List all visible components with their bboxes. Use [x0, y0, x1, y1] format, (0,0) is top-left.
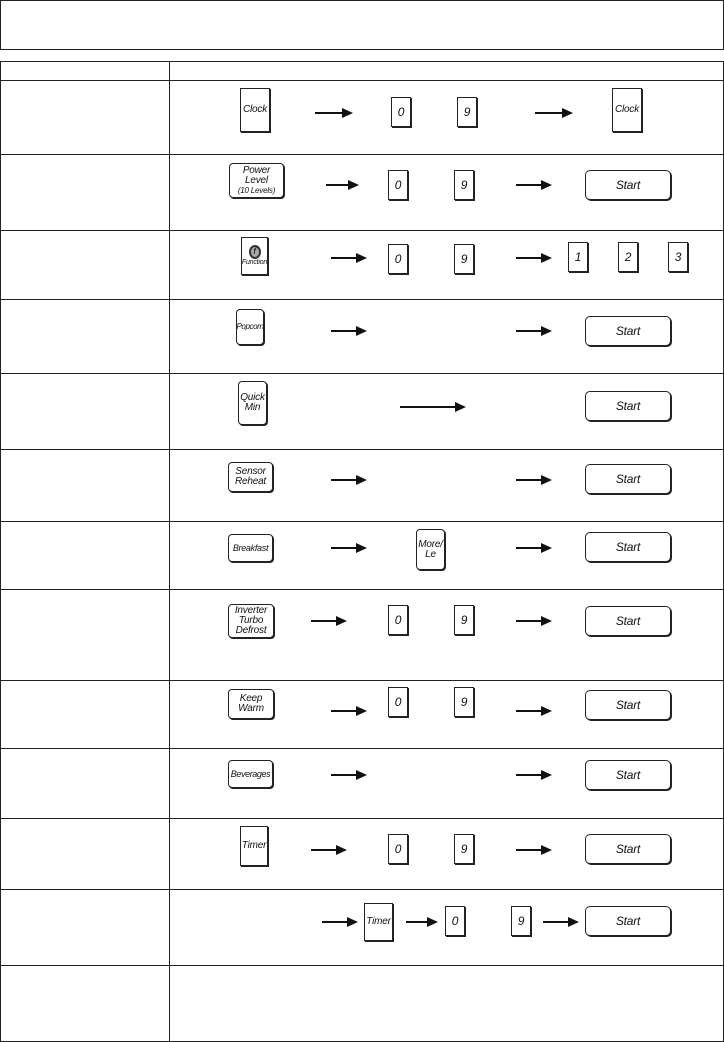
row-divider [1, 230, 723, 231]
row-divider [1, 521, 723, 522]
timer-key[interactable] [240, 826, 268, 866]
sensor-reheat-key[interactable] [228, 462, 273, 492]
arrow-icon [326, 181, 359, 189]
arrow-icon [331, 544, 367, 552]
digit-9-label: 9 [517, 914, 525, 928]
digit-0-label: 0 [394, 252, 402, 266]
arrow-icon [516, 617, 552, 625]
digit-3-label: 3 [674, 250, 682, 264]
digit-9-label: 9 [463, 105, 471, 119]
breakfast-label: Breakfast [232, 543, 269, 553]
arrow-icon [331, 327, 367, 335]
power-level-line2: Level [245, 175, 268, 186]
keep-warm-line1: Keep [239, 693, 263, 704]
more-less-key[interactable] [416, 529, 445, 570]
start-button[interactable] [585, 316, 671, 346]
digit-0-key[interactable] [388, 605, 408, 635]
digit-9-key[interactable] [511, 906, 531, 936]
arrow-icon [516, 544, 552, 552]
timer-label: Timer [241, 840, 267, 851]
function-label: Function [241, 259, 268, 266]
start-label: Start [615, 698, 641, 712]
arrow-icon [331, 476, 367, 484]
digit-9-key[interactable] [454, 687, 474, 717]
power-level-line1: Power [242, 165, 271, 176]
arrow-icon [406, 918, 438, 926]
arrow-icon [331, 707, 367, 715]
start-button[interactable] [585, 170, 671, 200]
digit-9-key[interactable] [457, 97, 477, 127]
digit-0-label: 0 [394, 695, 402, 709]
digit-9-key[interactable] [454, 834, 474, 864]
function-key[interactable] [241, 237, 268, 275]
inverter-turbo-defrost-key[interactable] [228, 604, 274, 638]
header-row-divider [1, 80, 723, 81]
arrow-icon [311, 846, 347, 854]
digit-0-key[interactable] [388, 687, 408, 717]
digit-9-label: 9 [460, 613, 468, 627]
digit-0-key[interactable] [388, 834, 408, 864]
timer-label: Timer [366, 916, 391, 927]
start-label: Start [615, 614, 641, 628]
digit-2-key[interactable] [618, 242, 638, 272]
start-button[interactable] [585, 906, 671, 936]
start-label: Start [615, 472, 641, 486]
digit-9-key[interactable] [454, 170, 474, 200]
digit-2-label: 2 [624, 250, 632, 264]
digit-9-label: 9 [460, 252, 468, 266]
start-button[interactable] [585, 690, 671, 720]
arrow-icon [400, 403, 466, 411]
arrow-icon [315, 109, 353, 117]
arrow-icon [516, 254, 552, 262]
more-less-line1: More/ [418, 538, 443, 550]
row-divider [1, 589, 723, 590]
digit-9-label: 9 [460, 842, 468, 856]
digit-0-label: 0 [394, 613, 402, 627]
start-label: Start [615, 842, 641, 856]
digit-0-label: 0 [397, 105, 405, 119]
start-label: Start [615, 768, 641, 782]
arrow-icon [516, 181, 552, 189]
arrow-icon [543, 918, 579, 926]
arrow-icon [516, 771, 552, 779]
keep-warm-line2: Warm [238, 703, 264, 714]
sensor-reheat-line2: Reheat [234, 476, 267, 487]
inverter-line3: Defrost [235, 625, 267, 636]
beverages-label: Beverages [230, 769, 271, 779]
row-divider [1, 748, 723, 749]
start-button[interactable] [585, 464, 671, 494]
arrow-icon [516, 327, 552, 335]
digit-0-key[interactable] [391, 97, 411, 127]
clock-key-label: Clock [242, 104, 267, 115]
inverter-line2: Turbo [238, 615, 264, 626]
digit-0-key[interactable] [445, 906, 465, 936]
arrow-icon [516, 707, 552, 715]
start-button[interactable] [585, 760, 671, 790]
quick-min-key[interactable] [238, 381, 267, 425]
arrow-icon [516, 846, 552, 854]
row-divider [1, 299, 723, 300]
digit-0-key[interactable] [388, 170, 408, 200]
row-divider [1, 889, 723, 890]
row-divider [1, 449, 723, 450]
start-label: Start [615, 914, 641, 928]
arrow-icon [311, 617, 347, 625]
sensor-reheat-line1: Sensor [235, 466, 266, 477]
function-icon: f [249, 245, 261, 259]
start-label: Start [615, 399, 641, 413]
digit-0-key[interactable] [388, 244, 408, 274]
start-button[interactable] [585, 391, 671, 421]
arrow-icon [535, 109, 573, 117]
digit-9-key[interactable] [454, 244, 474, 274]
clock-key[interactable] [240, 88, 270, 132]
start-button[interactable] [585, 606, 671, 636]
digit-9-key[interactable] [454, 605, 474, 635]
power-level-line3: (10 Levels) [237, 186, 276, 195]
popcorn-key[interactable] [236, 309, 264, 345]
row-divider [1, 680, 723, 681]
arrow-icon [331, 254, 367, 262]
digit-3-key[interactable] [668, 242, 688, 272]
more-less-line2: Le [425, 548, 436, 560]
digit-9-label: 9 [460, 178, 468, 192]
breakfast-key[interactable] [228, 534, 273, 562]
timer-key[interactable] [364, 903, 393, 941]
row-divider [1, 373, 723, 374]
digit-9-label: 9 [460, 695, 468, 709]
quick-min-line2: Min [244, 402, 261, 413]
power-level-key[interactable] [229, 163, 284, 198]
digit-1-label: 1 [574, 250, 582, 264]
digit-0-label: 0 [451, 914, 459, 928]
clock-key-label: Clock [614, 104, 639, 115]
quick-min-line1: Quick [240, 392, 265, 403]
arrow-icon [331, 771, 367, 779]
digit-0-label: 0 [394, 178, 402, 192]
beverages-key[interactable] [228, 760, 273, 788]
start-label: Start [615, 540, 641, 554]
inverter-line1: Inverter [234, 605, 268, 616]
popcorn-label: Popcorn [236, 322, 264, 331]
start-button[interactable] [585, 532, 671, 562]
column-divider [169, 61, 170, 1042]
digit-0-label: 0 [394, 842, 402, 856]
row-divider [1, 154, 723, 155]
arrow-icon [322, 918, 358, 926]
start-label: Start [615, 324, 641, 338]
row-divider [1, 965, 723, 966]
digit-1-key[interactable] [568, 242, 588, 272]
start-button[interactable] [585, 834, 671, 864]
arrow-icon [516, 476, 552, 484]
start-label: Start [615, 178, 641, 192]
keep-warm-key[interactable] [228, 689, 274, 719]
row-divider [1, 818, 723, 819]
clock-key[interactable] [612, 88, 642, 132]
title-box [0, 0, 724, 50]
